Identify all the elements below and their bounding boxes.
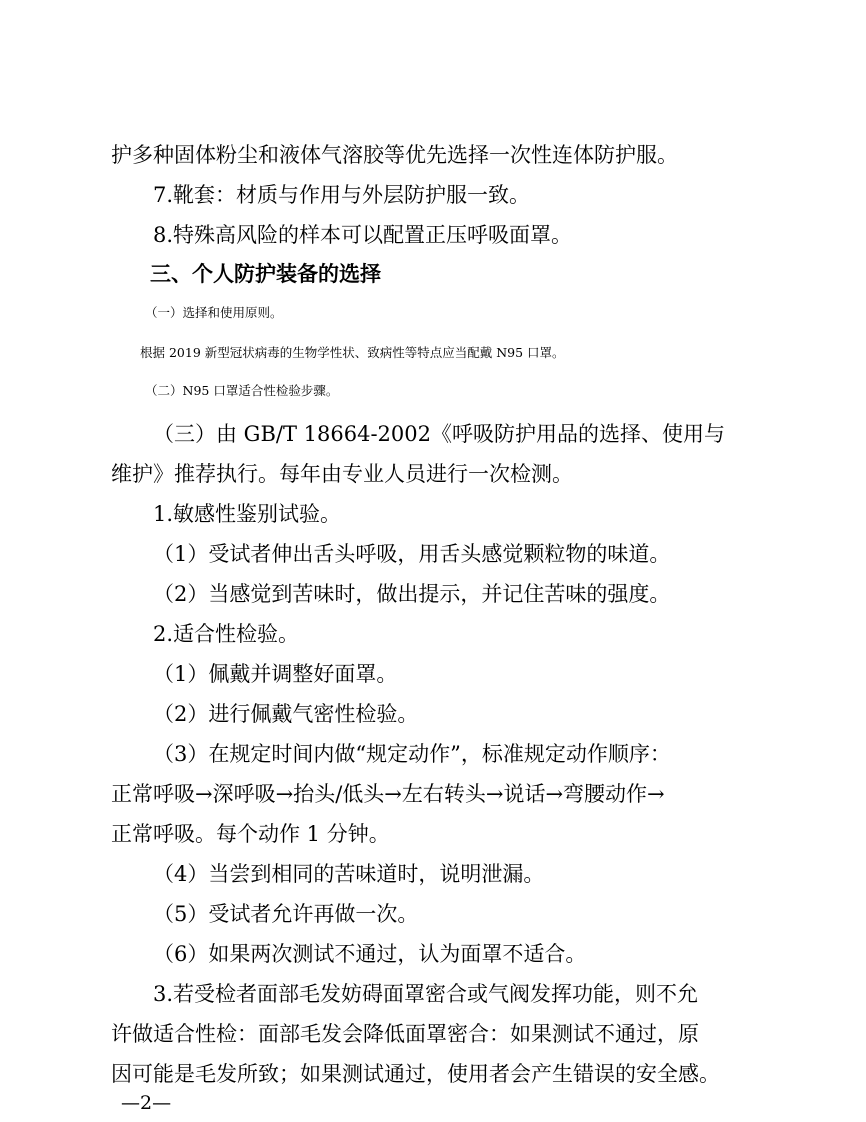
section-heading-ppe-selection: 三、个人防护装备的选择 [150, 262, 381, 286]
item-7-shoe-covers: 7.靴套：材质与作用与外层防护服一致。 [153, 183, 531, 207]
subsection-1-principles: （一）选择和使用原则。 [145, 305, 283, 320]
step-2-2: （2）进行佩戴气密性检验。 [153, 702, 419, 726]
paragraph-line-continued-clothing: 护多种固体粉尘和液体气溶胶等优先选择一次性连体防护服。 [111, 143, 678, 167]
step-1-1: （1）受试者伸出舌头呼吸，用舌头感觉颗粒物的味道。 [153, 542, 671, 566]
paragraph-line-annual-test: 维护》推荐执行。每年由专业人员进行一次检测。 [111, 462, 573, 486]
step-2-3-sequence: 正常呼吸→深呼吸→抬头/低头→左右转头→说话→弯腰动作→ [111, 782, 665, 806]
item-1-sensitivity-test: 1.敏感性鉴别试验。 [153, 502, 342, 526]
item-8-positive-pressure-mask: 8.特殊高风险的样本可以配置正压呼吸面罩。 [153, 223, 573, 247]
step-2-3-duration: 正常呼吸。每个动作 1 分钟。 [111, 822, 390, 846]
subsection-2-n95-fit-steps: （二）N95 口罩适合性检验步骤。 [145, 383, 339, 398]
step-2-6: （6）如果两次测试不通过，认为面罩不适合。 [153, 942, 587, 966]
step-2-3: （3）在规定时间内做“规定动作”，标准规定动作顺序： [153, 742, 671, 766]
item-2-fit-test: 2.适合性检验。 [153, 622, 300, 646]
step-2-1: （1）佩戴并调整好面罩。 [153, 662, 398, 686]
step-1-2: （2）当感觉到苦味时，做出提示，并记住苦味的强度。 [153, 582, 671, 606]
step-2-5: （5）受试者允许再做一次。 [153, 902, 419, 926]
item-3-continued-2: 因可能是毛发所致；如果测试通过，使用者会产生错误的安全感。 [111, 1062, 720, 1086]
item-3-facial-hair: 3.若受检者面部毛发妨碍面罩密合或气阀发挥功能，则不允 [153, 982, 699, 1006]
page-number: —2— [121, 1092, 172, 1114]
subsection-3-standard: （三）由 GB/T 18664-2002《呼吸防护用品的选择、使用与 [153, 422, 725, 446]
step-2-4: （4）当尝到相同的苦味道时，说明泄漏。 [153, 862, 545, 886]
item-3-continued-1: 许做适合性检：面部毛发会降低面罩密合：如果测试不通过，原 [111, 1022, 699, 1046]
basis-n95-statement: 根据 2019 新型冠状病毒的生物学性状、致病性等特点应当配戴 N95 口罩。 [140, 345, 565, 360]
